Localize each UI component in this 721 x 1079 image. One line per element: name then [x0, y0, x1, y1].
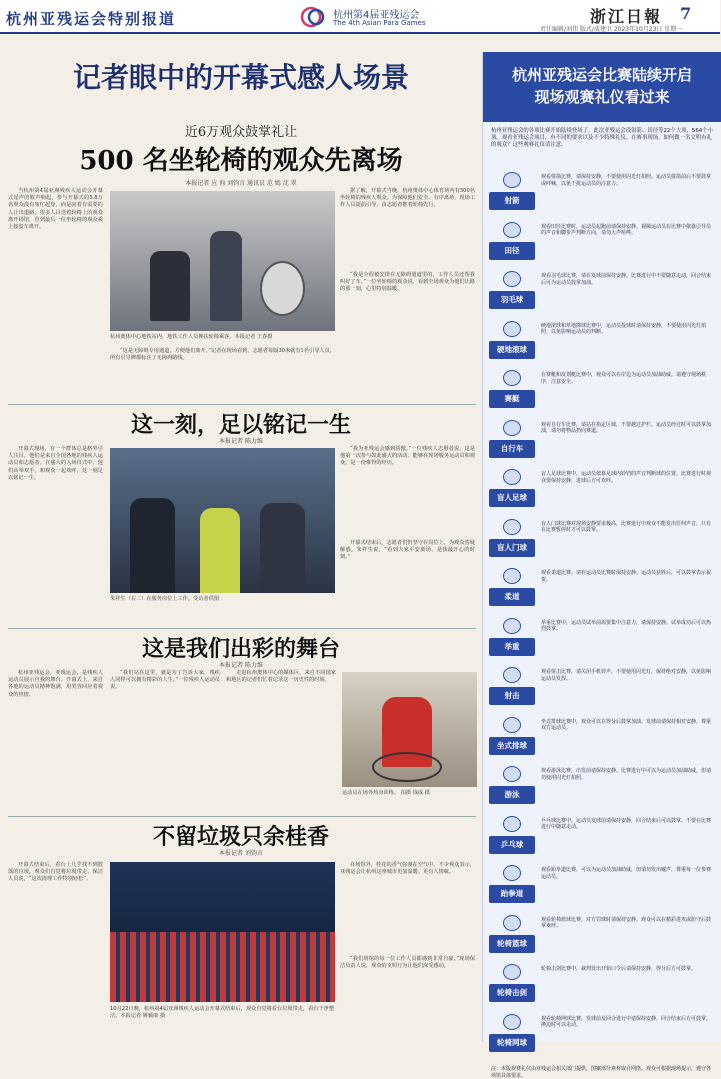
sport-etiquette-text: 轮椅击剑比赛中，裁判发出开始口令后请保持安静，得分后方可鼓掌。	[541, 966, 697, 972]
article3-col2: “我们站在这里，就是为了告诉大家，残疾人同样可以拥有精彩的人生。”一位残疾人运动员说。	[110, 670, 220, 691]
article3-caption: 运动员在场外热身训练。 拍摄 钱成 摄	[342, 790, 430, 796]
sport-label: 轮椅击剑	[489, 984, 535, 1002]
article1-col3: “我是全程被安排在无障碍通道里的，工作人员还帮我叫好了车。”一位坐轮椅的观众说，看到全场观众为他们让路的那一刻，心里特别温暖。	[340, 272, 475, 293]
divider	[8, 404, 476, 405]
sport-label: 射击	[489, 687, 535, 705]
article2-photo	[110, 448, 335, 593]
divider	[8, 816, 476, 817]
sport-label: 盲人门球	[489, 539, 535, 557]
sport-pictogram-icon	[503, 370, 521, 386]
article2-byline: 本报记者 陈力维	[219, 438, 263, 445]
sport-label: 轮椅篮球	[489, 935, 535, 953]
sport-pictogram-icon	[503, 667, 521, 683]
event-name-cn: 杭州第4届亚残运会	[333, 10, 420, 21]
article4-photo	[110, 862, 335, 1002]
sport-label: 赛艇	[489, 390, 535, 408]
person-figure	[150, 251, 190, 321]
sport-label: 射箭	[489, 192, 535, 210]
sport-label: 乒乓球	[489, 836, 535, 854]
article4-col1: 开幕式结束后，看台上几乎找不到散落的垃圾。观众们自觉将垃圾带走，保洁人员说，“这次清理工作特别轻松”。	[8, 862, 103, 883]
sidebar-note: 注：本版观赛礼仪由亚残运会相关部门提供，图案部分素材取自网络。观众可根据现场提示，遵守各场馆具体要求。	[491, 1066, 712, 1079]
article4-col3: “我们场馆的每一位工作人员都感到非常自豪。”现场保洁负责人说，观众的文明行为让他们深受感动。	[340, 956, 475, 970]
sport-pictogram-icon	[503, 816, 521, 832]
sport-etiquette-text: 盲人门球比赛对现场安静要求极高，比赛进行中观众不能发出任何声音，只有在比赛暂停时才可以鼓掌。	[541, 520, 712, 534]
sport-pictogram-icon	[503, 618, 521, 634]
section-title: 杭州亚残运会特别报道	[6, 10, 177, 28]
sport-pictogram-icon	[503, 766, 521, 782]
person-figure	[130, 498, 175, 593]
wheelchair-shape	[260, 261, 305, 316]
sport-etiquette-text: 观看射箭比赛，请保持安静，不要使用闪光灯拍照。运动员射箭前后不要鼓掌或呼喊，以免干扰运动员的注意力。	[541, 174, 712, 187]
sport-label: 坐式排球	[489, 737, 535, 755]
sidebar-header	[483, 52, 721, 122]
sport-label: 硬地滚球	[489, 341, 535, 359]
sport-pictogram-icon	[503, 271, 521, 287]
article3-byline: 本报记者 陈力维	[219, 662, 263, 669]
sport-etiquette-text: 观看游泳比赛，出发前请保持安静。比赛进行中可以为运动员加油助威，但请勿使用闪光灯拍照。	[541, 768, 712, 781]
main-headline: 记者眼中的开幕式感人场景	[72, 61, 409, 94]
sport-etiquette-text: 盲人足球比赛中，运动员依靠足球内铃铛的声音判断球的位置。比赛进行时观众要保持安静，进球后方可欢呼。	[541, 471, 712, 484]
article4-caption: 10月22日晚，杭州第4届亚洲残疾人运动会开幕式结束后，观众自觉将看台垃圾带走，看台干净整洁。本报记者 姚颖康 摄	[110, 1006, 335, 1019]
main-articles	[0, 36, 482, 1045]
article1-col2: 据了解，开幕式当晚，杭州奥体中心体育场内有500名坐轮椅的残疾人观众。为保障他们安全、有序离场，现场工作人员提前引导，由志愿者推着轮椅先行。	[340, 188, 475, 209]
sport-pictogram-icon	[503, 964, 521, 980]
sport-etiquette-text: 观看羽毛球比赛，请在发球前保持安静。比赛进行中不要随意走动，回合结束后可为运动员鼓掌加油。	[541, 273, 712, 286]
article1-col1: 当杭州第4届亚洲残疾人运动会开幕式尾声的歌声响起，参与开幕式的5.8万名观众没有匆忙起身，而是向着有需要的人让出道路。很多人目送着轮椅上的观众离开场馆，直到最后一位坐轮椅的观众乘上接驳车离开。	[8, 188, 103, 231]
sport-etiquette-text: 观看自行车比赛，请站在指定区域，不要越过护栏。运动员经过时可以鼓掌加油，请勿将物品扔向赛道。	[541, 421, 712, 435]
stadium-seats	[110, 932, 335, 1002]
article2-col2: “我为亚残运会感到骄傲。”一位残疾人志愿者说，这是他第一次参与如此盛大的活动。能够在现场服务运动员和观众，是一份难得的经历。	[340, 446, 475, 467]
article4-col2: 在场馆外，桂花的香气弥漫在空气中。不少观众表示，亚残运会让杭州这座城市更加温暖、更有人情味。	[340, 862, 475, 876]
sport-label: 田径	[489, 242, 535, 260]
sport-label: 羽毛球	[489, 291, 535, 309]
sidebar-title-1: 杭州亚残运会比赛陆续开启	[511, 66, 692, 84]
sport-pictogram-icon	[503, 865, 521, 881]
article1-col4: “这是无障碍专用通道，方便他们离开。”记者在现场看到，志愿者每隔30米就有1名引导人员，所有引导牌都标注了无障碍路线。	[110, 348, 335, 362]
sidebar-intro: 杭州亚残运会的各项比赛开始陆续登场了。此次亚残运会设射箭、田径等22个大项、564个小项。观看亚残运会项目，有不同的要求以及不少特殊礼仪。在赛事现场，如何做一名文明有礼的观众？这些观赛礼仪请注意。	[491, 128, 713, 149]
sport-etiquette-text: 在赛艇和皮划艇比赛中，观众可以在岸边为运动员加油助威。请遵守现场秩序，注意安全。	[541, 372, 707, 385]
sport-pictogram-icon	[503, 519, 521, 535]
sport-label: 盲人足球	[489, 489, 535, 507]
article2-title: 这一刻，足以铭记一生	[130, 412, 351, 438]
sport-label: 轮椅网球	[489, 1034, 535, 1052]
article1-title: 500 名坐轮椅的观众先离场	[79, 146, 403, 176]
sidebar-title-2: 现场观赛礼仪看过来	[534, 88, 670, 106]
article1-kicker: 近6万观众鼓掌礼让	[184, 125, 298, 140]
article2-col3: 开幕式结束后，志愿者们仍坚守在岗位上，为观众答疑解惑。朱祥生说，“看到大家平安离场，是我最开心的时刻。”	[340, 540, 475, 561]
person-figure	[210, 231, 242, 321]
sport-pictogram-icon	[503, 1014, 521, 1030]
sport-pictogram-icon	[503, 568, 521, 584]
sport-etiquette-text: 乒乓球比赛中，运动员发球前请保持安静，回合结束后可以鼓掌。不要在比赛进行中随意走动。	[541, 817, 712, 831]
sport-label: 跆拳道	[489, 885, 535, 903]
sport-label: 游泳	[489, 786, 535, 804]
article4-byline: 本报记者 刘钧言	[219, 850, 263, 857]
sport-etiquette-text: 观看田径比赛时，运动员起跑前请保持安静。视障运动员在比赛中依靠引导员的声音和脚步声判断方向，请勿大声喧哗。	[541, 223, 712, 237]
asian-para-games-logo-icon	[300, 6, 328, 28]
sport-pictogram-icon	[503, 420, 521, 436]
sport-etiquette-text: 观看射击比赛，请关闭手机铃声，不要使用闪光灯，保持绝对安静，以免影响运动员发挥。	[541, 669, 712, 682]
divider	[8, 628, 476, 629]
article1-photo	[110, 191, 335, 331]
sport-etiquette-text: 硬地滚球和草地掷球比赛中，运动员投球时请保持安静，不要使用闪光灯拍照，以免影响运动员的判断。	[541, 322, 707, 336]
article3-col3: 走进杭州奥体中心的媒体区，来自不同国家和地区的记者们忙着记录这一历史性的时刻。	[226, 670, 336, 684]
event-name-en: The 4th Asian Para Games	[333, 19, 426, 27]
editor-meta: 责任编辑/刘伟 版式/戚建卫 2023年10月23日 星期一	[540, 26, 683, 33]
article2-caption: 朱祥生（右二）在服务岗位上工作。受访者供图	[110, 596, 219, 602]
sport-pictogram-icon	[503, 222, 521, 238]
wheelchair-shape	[372, 752, 442, 782]
page-header	[0, 0, 720, 34]
article3-title: 这是我们出彩的舞台	[141, 636, 340, 662]
person-figure	[260, 503, 305, 593]
sport-pictogram-icon	[503, 321, 521, 337]
sport-pictogram-icon	[503, 915, 521, 931]
sport-pictogram-icon	[503, 469, 521, 485]
newspaper-name: 浙江日報	[590, 7, 663, 26]
article3-col1: 杭州亚残运会，亚残运会，是残疾人运动员展示自我的舞台。开幕式上，来自各地的运动员精神饱满，用笑容回应着观众的热情。	[8, 670, 103, 698]
etiquette-sidebar	[482, 52, 720, 1079]
sport-etiquette-text: 观看轮椅篮球比赛，对方罚球时请保持安静。观众可以在精彩进攻或防守后鼓掌欢呼。	[541, 916, 712, 930]
sport-label: 自行车	[489, 440, 535, 458]
page-number: 7	[680, 4, 692, 23]
sport-etiquette-text: 坐式排球比赛中，观众可以在得分后鼓掌加油。发球前请保持相对安静，尊重双方运动员。	[541, 718, 712, 732]
sport-pictogram-icon	[503, 172, 521, 188]
sport-etiquette-text: 观看柔道比赛，请在运动员比赛时保持安静。运动员获胜后，可以鼓掌表示祝贺。	[541, 570, 712, 583]
article1-byline: 本报记者 应 洵 刘钧言 通讯员 范 嫣 沈 翠	[185, 180, 297, 187]
sport-label: 柔道	[489, 588, 535, 606]
sport-label: 举重	[489, 638, 535, 656]
sport-pictogram-icon	[503, 717, 521, 733]
sport-etiquette-text: 观看轮椅网球比赛，发球前及回合进行中请保持安静，回合结束后方可鼓掌，换边时可以走动。	[541, 1015, 712, 1029]
article2-col1: 开幕式现场，有一个群体总是格外引人注目，他们是来自全国各地的残疾人运动员和志愿者。在盛大的入场仪式中，他们高举双手，和观众一起欢呼，这一刻足以铭记一生。	[8, 446, 103, 481]
article4-title: 不留垃圾只余桂香	[152, 824, 329, 850]
sport-etiquette-text: 观看跆拳道比赛，可以为运动员加油助威，但请勿发出嘘声，尊重每一位参赛运动员。	[541, 867, 712, 880]
sport-etiquette-text: 举重比赛中，运动员试举前需要集中注意力，请保持安静。试举成功后可以热烈鼓掌。	[541, 619, 712, 633]
volunteer-figure	[200, 508, 240, 593]
article1-caption: 杭州奥体中心地铁站内，地铁工作人员搀扶轮椅乘客。本报记者 王春摄	[110, 334, 273, 340]
article3-photo	[342, 672, 477, 787]
